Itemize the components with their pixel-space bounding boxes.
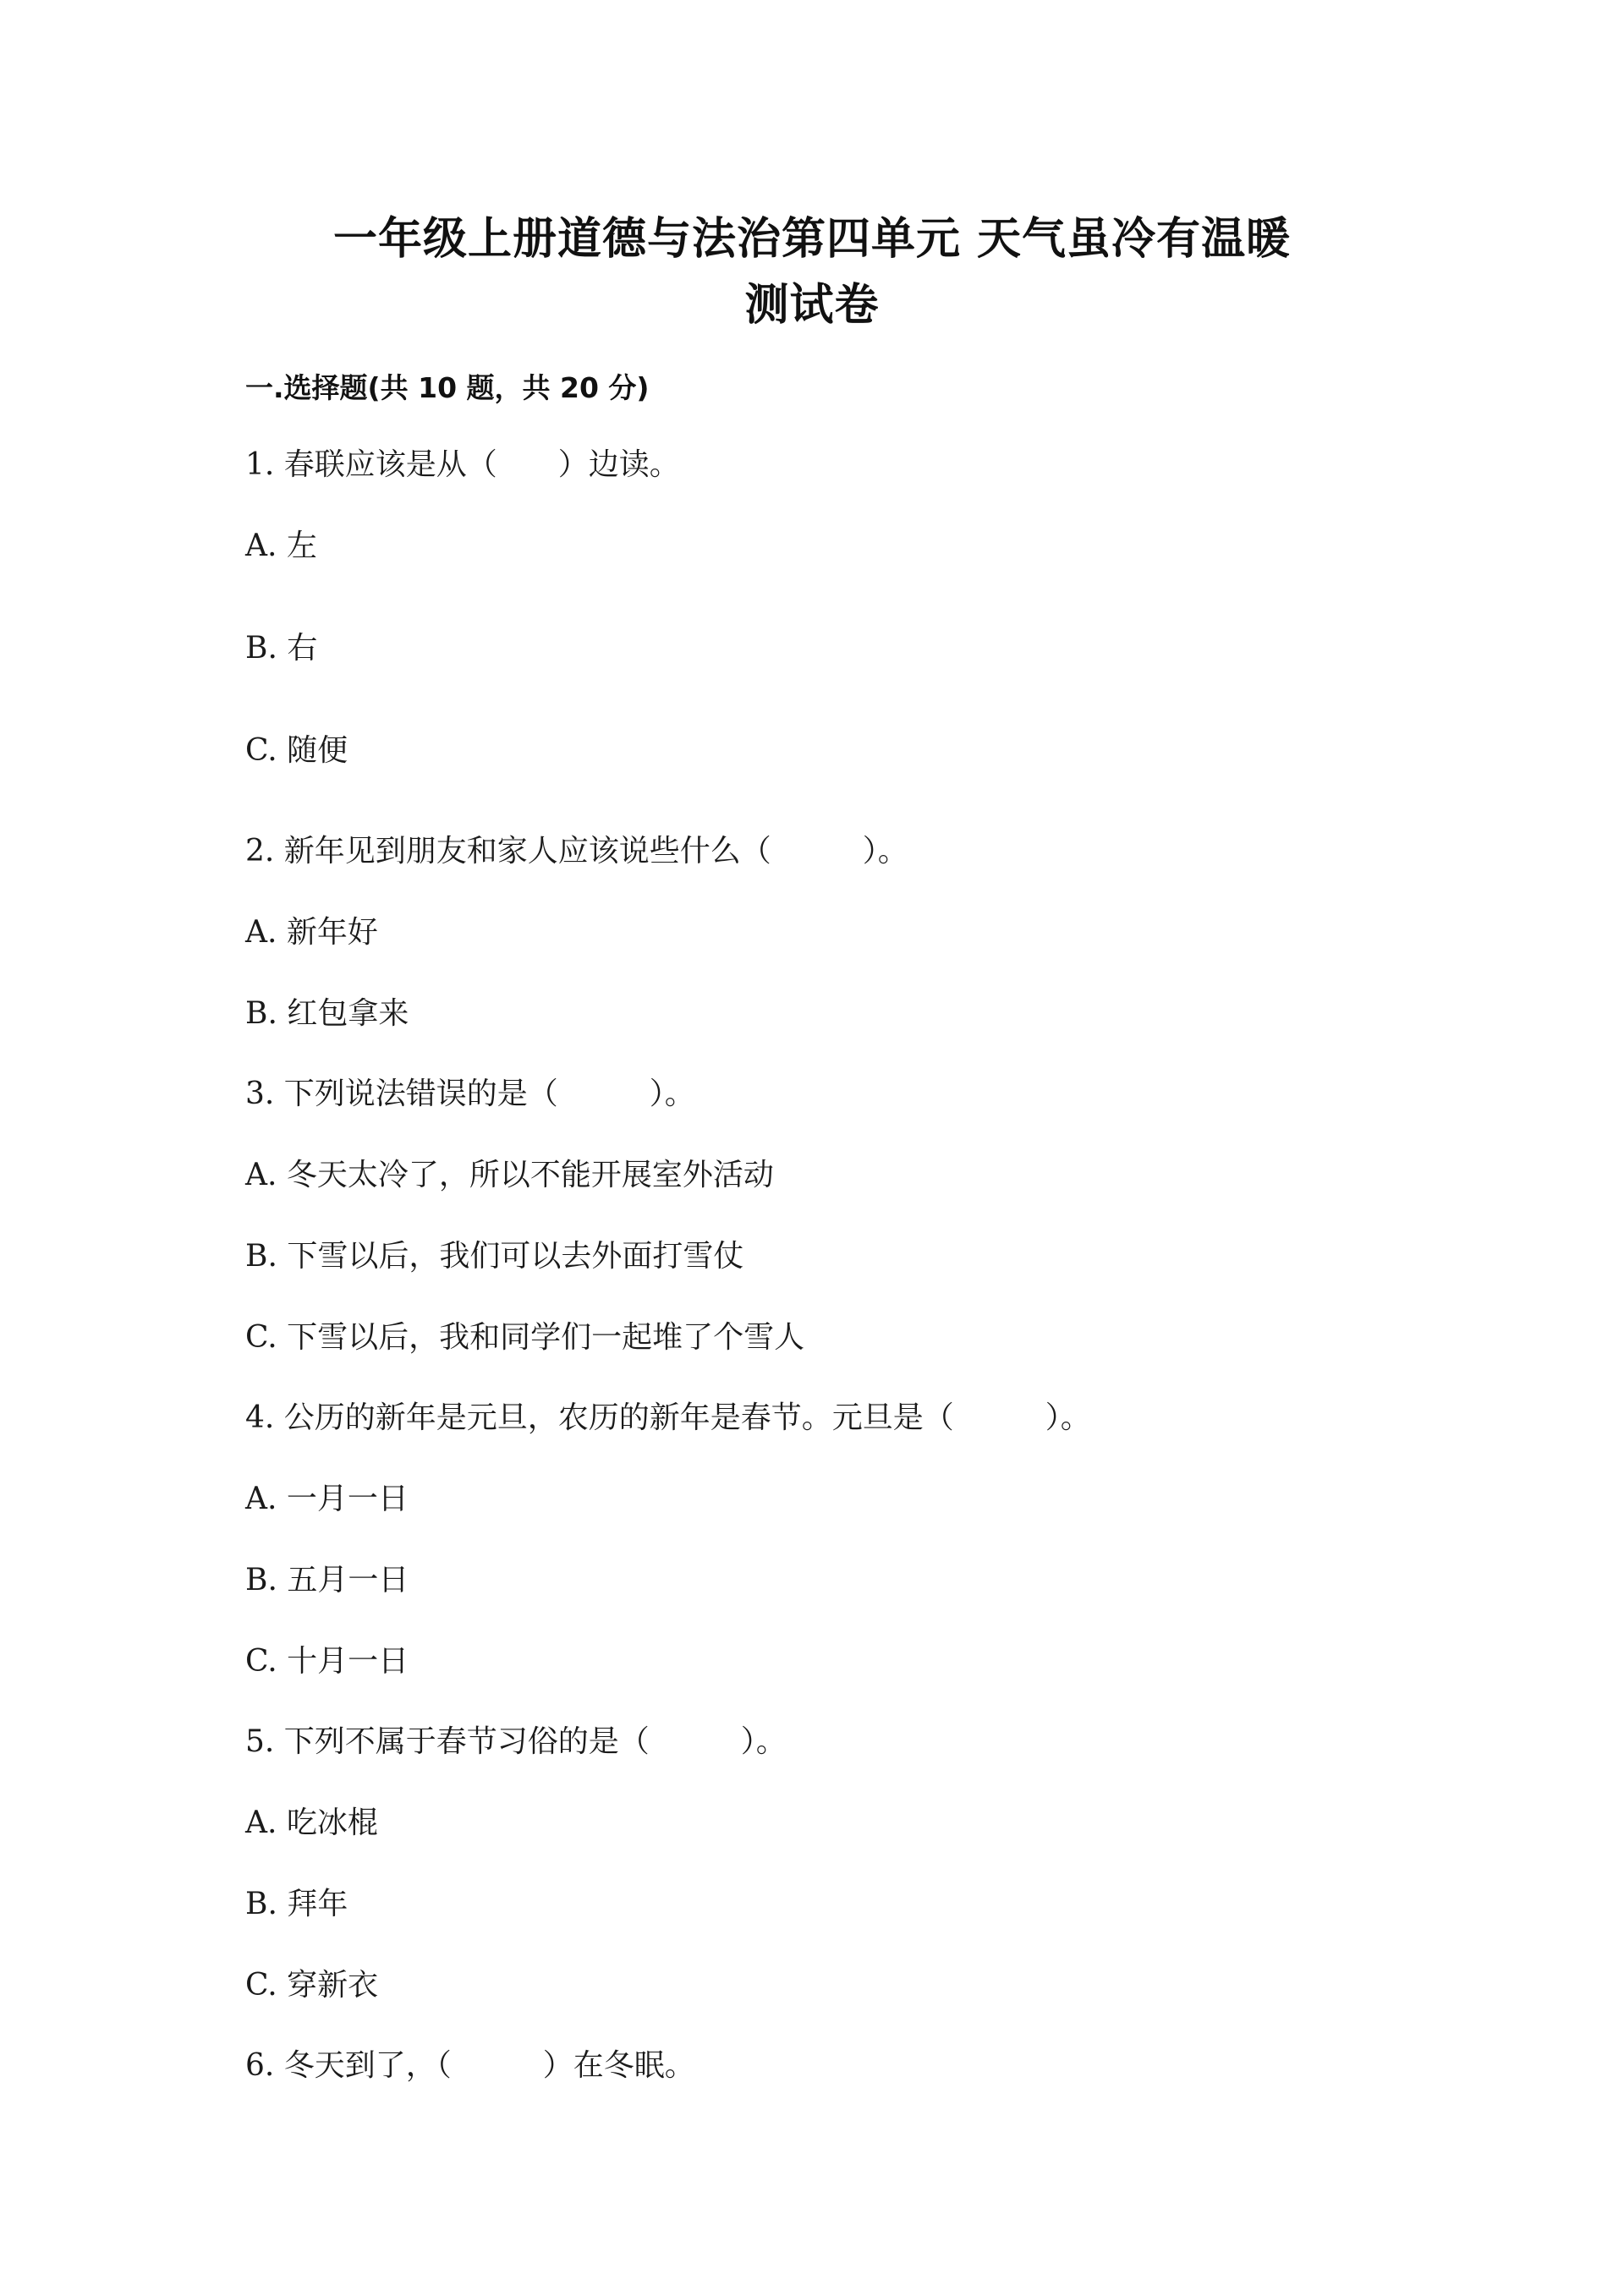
question-4-option-b: B. 五月一日 <box>245 1563 409 1597</box>
section-heading: 一.选择题(共 10 题，共 20 分) <box>245 371 650 404</box>
question-2-option-b: B. 红包拿来 <box>245 996 409 1031</box>
question-3-option-c: C. 下雪以后，我和同学们一起堆了个雪人 <box>245 1320 805 1355</box>
question-5-stem: 5. 下列不属于春节习俗的是（ ）。 <box>245 1724 787 1759</box>
page-title: 一年级上册道德与法治第四单元 天气虽冷有温暖 <box>332 214 1292 265</box>
page-title-continued: 测试卷 <box>744 280 880 331</box>
question-1-option-b: B. 右 <box>245 631 318 666</box>
question-6-stem: 6. 冬天到了，（ ）在冬眠。 <box>245 2048 695 2083</box>
question-1-option-a: A. 左 <box>245 529 317 563</box>
question-4-option-a: A. 一月一日 <box>245 1482 409 1516</box>
question-5-option-c: C. 穿新衣 <box>245 1968 379 2003</box>
question-2-stem: 2. 新年见到朋友和家人应该说些什么（ ）。 <box>245 834 908 869</box>
question-5-option-b: B. 拜年 <box>245 1887 348 1921</box>
question-3-stem: 3. 下列说法错误的是（ ）。 <box>245 1077 695 1111</box>
question-1-option-c: C. 随便 <box>245 733 348 768</box>
question-3-option-a: A. 冬天太冷了，所以不能开展室外活动 <box>245 1158 774 1192</box>
question-2-option-a: A. 新年好 <box>245 915 378 950</box>
question-3-option-b: B. 下雪以后，我们可以去外面打雪仗 <box>245 1239 744 1274</box>
question-1-stem: 1. 春联应该是从（ ）边读。 <box>245 447 680 482</box>
question-5-option-a: A. 吃冰棍 <box>245 1806 378 1840</box>
question-4-stem: 4. 公历的新年是元旦，农历的新年是春节。元旦是（ ）。 <box>245 1400 1091 1435</box>
question-4-option-c: C. 十月一日 <box>245 1644 409 1679</box>
